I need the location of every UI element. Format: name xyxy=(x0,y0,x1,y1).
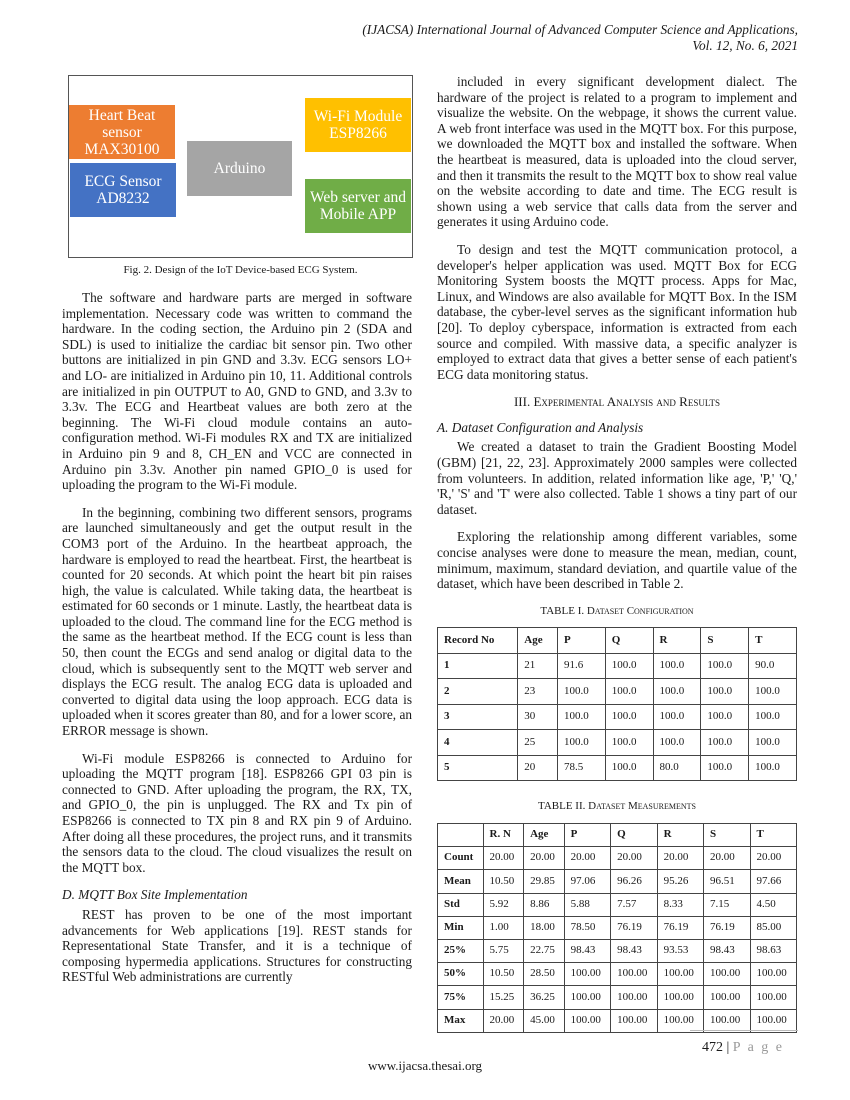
table-header-row xyxy=(438,824,797,847)
paragraph: In the beginning, combining two different sensors, programs are launched simultaneously and get the output result in the COM3 port of the Arduino. In the heartbeat approach, the hardware is employed to read the heartbeat. First, the heartbeat is counted for 20 seconds. At which point the heart bit pin raises high, the value is calculated. While taking data, the heartbeat is estimated for 60 seconds or 1 minute. Lastly, the heartbeat data is uploaded to the cloud. The command line for the ECG method is the same as the heartbeat method. If the ECG count is less than 50, then count the ECGs and send analog or digital data to the cloud, which is subsequently sent to the MQTT web server and displays the ECG result. The analog ECG data is uploaded and converted to digital data using the loop approach. ECG data is uploaded when it scores greater than 80, and for a lower score, an ERROR message is shown. xyxy=(62,504,412,739)
page-label: P a g e xyxy=(732,1040,784,1055)
table-cell: 5.92 xyxy=(483,893,524,916)
table-cell: 100.00 xyxy=(611,1009,657,1032)
table-cell: 25% xyxy=(438,939,484,962)
paragraph: Wi-Fi module ESP8266 is connected to Arduino for uploading the MQTT program [18]. ESP8266 GPI 03 pin is connected to GND. After uploading the program, the RX, TX, and GPIO_0, the pin is unplugged. The RX and Tx pin of ESP8266 is connected to TX pin 8 and RX pin 9 of Arduino. After doing all these procedures, the project runs, and it transmits the sensors data to the cloud. The cloud visualizes the result on the MQTT box. xyxy=(62,750,412,875)
table-cell: 98.43 xyxy=(704,939,750,962)
table-cell: 100.00 xyxy=(704,963,750,986)
table-cell: 97.06 xyxy=(564,870,610,893)
table-cell: 98.43 xyxy=(564,939,610,962)
table-cell: 100.0 xyxy=(605,653,653,679)
table-cell: 5.75 xyxy=(483,939,524,962)
column-header: Age xyxy=(518,628,558,654)
ecg-sensor-box: ECG Sensor AD8232 xyxy=(70,163,176,217)
table-cell: 100.0 xyxy=(749,755,797,781)
table-cell: 7.57 xyxy=(611,893,657,916)
table-cell: 98.43 xyxy=(611,939,657,962)
table-cell: 100.0 xyxy=(605,755,653,781)
column-header: P xyxy=(557,628,605,654)
table-cell: 80.0 xyxy=(653,755,701,781)
table-cell: 25 xyxy=(518,730,558,756)
table-cell: 100.0 xyxy=(605,730,653,756)
table-cell: 85.00 xyxy=(750,916,797,939)
page-number: 472 | P a g e xyxy=(701,1040,784,1055)
table-row xyxy=(438,939,797,962)
table-row xyxy=(438,893,797,916)
column-header: T xyxy=(750,824,797,847)
table-row xyxy=(438,916,797,939)
table-cell: 76.19 xyxy=(657,916,703,939)
table-cell: 100.0 xyxy=(701,704,749,730)
column-header: T xyxy=(749,628,797,654)
table-cell: 36.25 xyxy=(524,986,565,1009)
table-cell: 100.0 xyxy=(701,730,749,756)
table-cell: 10.50 xyxy=(483,870,524,893)
table-cell: 76.19 xyxy=(611,916,657,939)
table-cell: 100.0 xyxy=(557,679,605,705)
table-cell: 100.0 xyxy=(749,730,797,756)
table-cell: 10.50 xyxy=(483,963,524,986)
table-cell: 75% xyxy=(438,986,484,1009)
dataset-measurements-table xyxy=(437,823,797,1033)
figure-2-diagram xyxy=(68,75,413,258)
table-cell: 100.0 xyxy=(653,730,701,756)
heartbeat-sensor-box: Heart Beat sensor MAX30100 xyxy=(69,105,175,159)
table-cell: 96.51 xyxy=(704,870,750,893)
table-cell: 2 xyxy=(438,679,518,705)
table-cell: 100.00 xyxy=(750,1009,797,1032)
table-cell: 100.00 xyxy=(657,1009,703,1032)
column-header: P xyxy=(564,824,610,847)
paragraph: To design and test the MQTT communication protocol, a developer's helper application was used. MQTT Box for ECG Monitoring System boosts the MQTT process. Apps for Mac, Linux, and Windows are also available for MQTT Box. In the ISM database, the cyber-level serves as the significant information hub [20]. To deploy cyberspace, information is extracted from each source and compiled. With massive data, a specific analyzer is employed to extract data that gives a better sense of each patient's ECG data monitoring status. xyxy=(437,241,797,382)
table-cell: 78.5 xyxy=(557,755,605,781)
table-cell: 100.0 xyxy=(605,679,653,705)
wifi-module-box: Wi-Fi Module ESP8266 xyxy=(305,98,411,152)
section-heading: III. Experimental Analysis and Results xyxy=(513,394,721,410)
table-row xyxy=(438,847,797,870)
paragraph: included in every significant development dialect. The hardware of the project is related to a program to implement and visualize the website. On the webpage, it shows the current value. A web front interface was used in the MQTT box. For this purpose, we downloaded the MQTT box and installed the software. When the heartbeat is measured, data is uploaded into the cloud server, and then it transmits the result to the MQTT box to show real value on the website according to date and time. The ECG result is shown using a web service that calls data from the server and generates it using Arduino code. xyxy=(437,74,797,230)
table-cell: 100.00 xyxy=(704,986,750,1009)
column-header: Record No xyxy=(438,628,518,654)
paragraph: We created a dataset to train the Gradient Boosting Model (GBM) [21, 22, 23]. Approximately 2000 samples were collected from volunteers. In addition, related information like age, 'P,' 'Q,' 'R,' 'S' and 'T' were also collected. Table 1 shows a tiny part of our dataset. xyxy=(437,439,797,517)
table-cell: Min xyxy=(438,916,484,939)
column-header: S xyxy=(701,628,749,654)
table-cell: 96.26 xyxy=(611,870,657,893)
table-cell: 7.15 xyxy=(704,893,750,916)
table-cell: 3 xyxy=(438,704,518,730)
subsection-heading: A. Dataset Configuration and Analysis xyxy=(437,419,644,435)
table-cell: 100.0 xyxy=(653,653,701,679)
table-cell: 20.00 xyxy=(657,847,703,870)
page-number-value: 472 xyxy=(701,1040,723,1055)
table-cell: 100.00 xyxy=(611,986,657,1009)
table-cell: 90.0 xyxy=(749,653,797,679)
table-cell: 100.0 xyxy=(701,755,749,781)
table-cell: Std xyxy=(438,893,484,916)
table-header-row xyxy=(438,628,797,654)
table-cell: 15.25 xyxy=(483,986,524,1009)
column-header: R xyxy=(653,628,701,654)
table-cell: 8.86 xyxy=(524,893,565,916)
table-cell: 5.88 xyxy=(564,893,610,916)
table-cell: 20.00 xyxy=(704,847,750,870)
column-header: Q xyxy=(605,628,653,654)
table-cell: 95.26 xyxy=(657,870,703,893)
table-cell: 100.0 xyxy=(701,653,749,679)
table-cell: 5 xyxy=(438,755,518,781)
table-cell: 20.00 xyxy=(483,1009,524,1032)
table-cell: 100.00 xyxy=(611,963,657,986)
paragraph: The software and hardware parts are merged in software implementation. Necessary code was written to command the hardware. In the coding section, the Arduino pin 2 (SDA and SDL) is used to initialize the cardiac bit sensor pin. Two other buttons are initialized in pin GND and 3.3v. ECG sensors LO+ and LO- are initialized in Arduino pin 10, 11. Additional controls are initialized in pin OUTPUT to A0, GND to GND, and 3.3v to 3.3v. The ECG and Heartbeat values are both zero at the beginning. The Wi-Fi cloud module contains an auto-configuration method. Wi-Fi modules RX and TX are initialized in Arduino pin 9 and 8, CH_EN and VCC are connected in Arduino pin 3.3v. Another pin named GPIO_0 is used for uploading the program to the Wi-Fi module. xyxy=(62,290,412,493)
paragraph: Exploring the relationship among different variables, some concise analyses were done to measure the mean, median, count, minimum, maximum, standard deviation, and quartile value of the dataset, which have been described in Table 2. xyxy=(437,529,797,592)
table-cell: 78.50 xyxy=(564,916,610,939)
table-cell: 100.00 xyxy=(564,986,610,1009)
table-row xyxy=(438,963,797,986)
table-cell: 100.0 xyxy=(701,679,749,705)
table-cell: 100.0 xyxy=(653,679,701,705)
arduino-box: Arduino xyxy=(187,141,292,196)
table-1-caption: TABLE I. Dataset Configuration xyxy=(540,604,694,617)
table-cell: 100.0 xyxy=(557,730,605,756)
table-cell: 100.0 xyxy=(749,679,797,705)
volume-info: Vol. 12, No. 6, 2021 xyxy=(692,37,798,53)
subsection-heading: D. MQTT Box Site Implementation xyxy=(62,887,248,903)
column-header: R. N xyxy=(483,824,524,847)
table-cell: 100.00 xyxy=(704,1009,750,1032)
table-cell: 93.53 xyxy=(657,939,703,962)
web-server-box: Web server and Mobile APP xyxy=(305,179,411,233)
table-cell: 100.0 xyxy=(557,704,605,730)
table-row xyxy=(438,730,797,756)
table-cell: 20 xyxy=(518,755,558,781)
table-cell: 30 xyxy=(518,704,558,730)
table-row xyxy=(438,679,797,705)
table-cell: 4 xyxy=(438,730,518,756)
table-cell: 76.19 xyxy=(704,916,750,939)
table-cell: 100.0 xyxy=(749,704,797,730)
table-row xyxy=(438,1009,797,1032)
table-cell: Mean xyxy=(438,870,484,893)
running-header xyxy=(362,22,798,53)
table-cell: 100.00 xyxy=(564,963,610,986)
column-header: S xyxy=(704,824,750,847)
table-cell: 45.00 xyxy=(524,1009,565,1032)
table-row xyxy=(438,653,797,679)
table-cell: 28.50 xyxy=(524,963,565,986)
table-cell: 21 xyxy=(518,653,558,679)
table-cell: 20.00 xyxy=(750,847,797,870)
table-cell: 91.6 xyxy=(557,653,605,679)
paragraph: REST has proven to be one of the most important advancements for Web applications [19]. REST stands for Representational State Transfer, and it is a technique of composing hypermedia applications. Structures for constructing RESTful Web administrations are currently xyxy=(62,906,412,985)
table-cell: Count xyxy=(438,847,484,870)
footer-rule xyxy=(690,1030,798,1031)
table-cell: 100.0 xyxy=(653,704,701,730)
table-cell: 100.00 xyxy=(657,986,703,1009)
table-cell: 20.00 xyxy=(483,847,524,870)
table-row xyxy=(438,755,797,781)
table-cell: 50% xyxy=(438,963,484,986)
table-cell: 20.00 xyxy=(564,847,610,870)
table-cell: 100.00 xyxy=(564,1009,610,1032)
table-cell: 100.0 xyxy=(605,704,653,730)
table-cell: 4.50 xyxy=(750,893,797,916)
table-cell: 1.00 xyxy=(483,916,524,939)
journal-name: (IJACSA) International Journal of Advanced Computer Science and Applications, xyxy=(362,22,798,37)
table-cell: 18.00 xyxy=(524,916,565,939)
table-cell: Max xyxy=(438,1009,484,1032)
dataset-configuration-table xyxy=(437,627,797,781)
figure-caption: Fig. 2. Design of the IoT Device-based ECG System. xyxy=(123,264,358,276)
table-cell: 22.75 xyxy=(524,939,565,962)
table-cell: 23 xyxy=(518,679,558,705)
table-cell: 100.00 xyxy=(657,963,703,986)
column-header: R xyxy=(657,824,703,847)
table-cell: 100.00 xyxy=(750,986,797,1009)
table-cell: 20.00 xyxy=(611,847,657,870)
table-cell: 97.66 xyxy=(750,870,797,893)
table-cell: 1 xyxy=(438,653,518,679)
table-cell: 20.00 xyxy=(524,847,565,870)
table-cell: 100.00 xyxy=(750,963,797,986)
right-column xyxy=(437,74,797,1051)
table-row xyxy=(438,870,797,893)
table-2-caption: TABLE II. Dataset Measurements xyxy=(538,800,696,813)
table-row xyxy=(438,704,797,730)
column-header: Q xyxy=(611,824,657,847)
table-cell: 29.85 xyxy=(524,870,565,893)
table-cell: 8.33 xyxy=(657,893,703,916)
column-header xyxy=(438,824,484,847)
footer-url: www.ijacsa.thesai.org xyxy=(367,1058,483,1073)
left-column xyxy=(62,290,412,997)
table-cell: 98.63 xyxy=(750,939,797,962)
table-row xyxy=(438,986,797,1009)
column-header: Age xyxy=(524,824,565,847)
